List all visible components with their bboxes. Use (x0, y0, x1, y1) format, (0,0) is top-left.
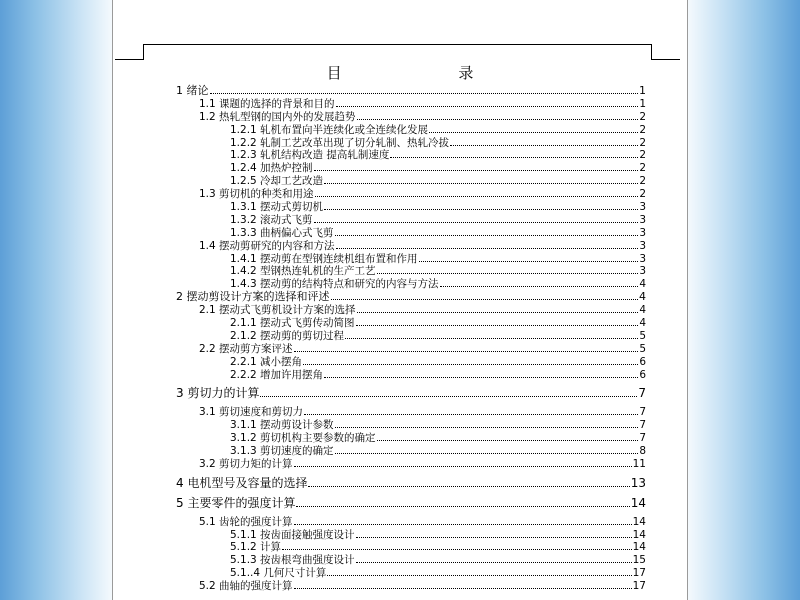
toc-entry[interactable] (176, 110, 646, 123)
toc-entry-label: 1.3.3 曲柄偏心式飞剪 (230, 226, 334, 239)
toc-page-number: 4 (639, 317, 646, 330)
toc-page-number: 14 (632, 528, 646, 541)
toc-entry[interactable] (176, 252, 646, 265)
toc-entry-label: 5.1.2 计算 (230, 541, 282, 554)
toc-entry[interactable] (176, 431, 646, 444)
toc-leader-dots (429, 123, 638, 133)
toc-page-number: 2 (639, 175, 646, 188)
toc-leader-dots (296, 497, 629, 507)
toc-page-number: 2 (639, 136, 646, 149)
toc-page-number: 2 (639, 110, 646, 123)
toc-leader-dots (294, 457, 632, 467)
toc-entry-label: 5.1.3 按齿根弯曲强度设计 (230, 554, 355, 567)
table-of-contents (176, 84, 646, 592)
toc-entry[interactable] (176, 444, 646, 457)
toc-page-number: 3 (639, 265, 646, 278)
toc-page-number: 8 (639, 445, 646, 458)
toc-entry[interactable] (176, 566, 646, 579)
toc-leader-dots (335, 418, 639, 428)
toc-page-number: 6 (639, 368, 646, 381)
toc-entry[interactable] (176, 277, 646, 290)
toc-entry-label: 2 摆动剪设计方案的选择和评述 (176, 290, 330, 304)
toc-entry-label: 1.3 剪切机的种类和用途 (199, 188, 314, 201)
toc-entry-label: 3.1.1 摆动剪设计参数 (230, 419, 334, 432)
toc-page-number: 3 (639, 226, 646, 239)
toc-page-number: 17 (632, 567, 646, 580)
toc-entry[interactable] (176, 213, 646, 226)
toc-entry[interactable] (176, 355, 646, 368)
toc-leader-dots (450, 136, 638, 146)
toc-entry-label: 3 剪切力的计算 (176, 386, 260, 401)
toc-page-number: 2 (639, 188, 646, 201)
toc-entry-label: 2.1.1 摆动式飞剪传动简图 (230, 317, 355, 330)
toc-entry[interactable] (176, 418, 646, 431)
toc-entry-label: 1.3.2 滚动式飞剪 (230, 213, 313, 226)
toc-entry-label: 5.1.1 按齿面接触强度设计 (230, 528, 355, 541)
toc-leader-dots (419, 252, 639, 262)
toc-entry-label: 1.2.1 轧机布置向半连续化或全连续化发展 (230, 123, 429, 136)
toc-entry[interactable] (176, 84, 646, 97)
toc-entry[interactable] (176, 515, 646, 528)
toc-entry[interactable] (176, 342, 646, 355)
toc-page-number: 7 (639, 406, 646, 419)
toc-entry-label: 3.1.3 剪切速度的确定 (230, 445, 334, 458)
toc-entry-label: 1.4 摆动剪研究的内容和方法 (199, 239, 335, 252)
toc-page-number: 3 (639, 239, 646, 252)
toc-leader-dots (357, 110, 639, 120)
toc-entry-label: 2.1 摆动式飞剪机设计方案的选择 (199, 304, 356, 317)
toc-page-number: 7 (639, 432, 646, 445)
toc-entry-label: 1 绪论 (176, 84, 209, 97)
toc-entry-label: 1.2.2 轧制工艺改革出现了切分轧制、热轧冷拔 (230, 136, 450, 149)
toc-page-number: 4 (639, 278, 646, 291)
toc-leader-dots (314, 213, 639, 223)
toc-page-number: 15 (632, 554, 646, 567)
toc-leader-dots (324, 368, 638, 378)
toc-entry[interactable] (176, 405, 646, 418)
toc-leader-dots (356, 528, 632, 538)
toc-page-number: 2 (639, 123, 646, 136)
toc-page-number: 14 (630, 495, 646, 510)
toc-page-number: 17 (632, 580, 646, 593)
toc-page-number: 5 (639, 329, 646, 342)
toc-entry-label: 1.2.4 加热炉控制 (230, 162, 313, 175)
page-edge-left (112, 0, 113, 600)
toc-entry-label: 3.1 剪切速度和剪切力 (199, 406, 304, 419)
toc-leader-dots (324, 174, 638, 184)
toc-entry-label: 2.1.2 摆动剪的剪切过程 (230, 329, 345, 342)
toc-entry[interactable] (176, 97, 646, 110)
toc-entry[interactable] (176, 316, 646, 329)
toc-entry[interactable] (176, 239, 646, 252)
page-edge-right (687, 0, 688, 600)
toc-page-number: 3 (639, 252, 646, 265)
toc-entry-label: 1.4.2 型钢热连轧机的生产工艺 (230, 265, 376, 278)
toc-leader-dots (331, 290, 639, 300)
toc-entry-label: 3.1.2 剪切机构主要参数的确定 (230, 432, 376, 445)
toc-entry-label: 1.2.3 轧机结构改造 提高轧制速度 (230, 149, 390, 162)
toc-page-number: 4 (639, 290, 646, 304)
toc-leader-dots (315, 187, 639, 197)
toc-entry-label: 5 主要零件的强度计算 (176, 495, 296, 510)
toc-entry[interactable] (176, 290, 646, 303)
toc-page-number: 3 (639, 201, 646, 214)
toc-leader-dots (335, 444, 639, 454)
toc-page-number: 6 (639, 355, 646, 368)
toc-entry[interactable] (176, 477, 646, 490)
toc-page-number: 5 (639, 342, 646, 355)
toc-entry-label: 5.2 曲轴的强度计算 (199, 580, 293, 593)
toc-entry[interactable] (176, 528, 646, 541)
toc-leader-dots (282, 540, 632, 550)
toc-page-number: 4 (639, 304, 646, 317)
toc-leader-dots (440, 277, 639, 287)
toc-page-number: 1 (639, 97, 646, 110)
toc-page-number: 14 (632, 515, 646, 528)
toc-entry[interactable] (176, 553, 646, 566)
toc-entry[interactable] (176, 264, 646, 277)
toc-leader-dots (345, 329, 638, 339)
toc-page-number: 2 (639, 149, 646, 162)
toc-leader-dots (327, 566, 631, 576)
left-gradient-frame (0, 0, 120, 600)
toc-entry[interactable] (176, 136, 646, 149)
toc-leader-dots (390, 148, 638, 158)
toc-entry[interactable] (176, 497, 646, 510)
toc-entry[interactable] (176, 329, 646, 342)
toc-entry[interactable] (176, 200, 646, 213)
toc-entry[interactable] (176, 540, 646, 553)
toc-entry[interactable] (176, 387, 646, 400)
toc-leader-dots (294, 342, 639, 352)
toc-entry-label: 5.1 齿轮的强度计算 (199, 515, 293, 528)
toc-entry[interactable] (176, 174, 646, 187)
toc-entry-label: 2.2.1 减小摆角 (230, 355, 303, 368)
toc-leader-dots (377, 431, 639, 441)
toc-leader-dots (294, 579, 632, 589)
toc-leader-dots (356, 316, 639, 326)
toc-page-number: 3 (639, 213, 646, 226)
toc-page-number: 7 (639, 419, 646, 432)
toc-entry-label: 1.4.3 摆动剪的结构特点和研究的内容与方法 (230, 278, 439, 291)
toc-page-number: 1 (639, 84, 646, 97)
toc-leader-dots (377, 264, 639, 274)
header-bracket-line (143, 44, 652, 60)
toc-leader-dots (335, 226, 639, 236)
toc-leader-dots (336, 239, 639, 249)
toc-entry[interactable] (176, 161, 646, 174)
toc-page-number: 14 (632, 541, 646, 554)
toc-leader-dots (308, 477, 629, 487)
toc-leader-dots (210, 84, 639, 94)
toc-entry[interactable] (176, 123, 646, 136)
right-gradient-frame (680, 0, 800, 600)
toc-leader-dots (303, 355, 638, 365)
toc-entry-label: 2.2.2 增加许用摆角 (230, 368, 324, 381)
toc-entry-label: 5.1..4 几何尺寸计算 (230, 567, 327, 580)
toc-entry[interactable] (176, 226, 646, 239)
toc-leader-dots (357, 303, 639, 313)
toc-entry[interactable] (176, 303, 646, 316)
toc-leader-dots (294, 515, 632, 525)
toc-entry[interactable] (176, 368, 646, 381)
toc-entry-label: 1.2 热轧型钢的国内外的发展趋势 (199, 110, 356, 123)
toc-leader-dots (304, 405, 638, 415)
page-title: 目 录 (326, 64, 530, 82)
toc-page-number: 2 (639, 162, 646, 175)
toc-entry-label: 3.2 剪切力矩的计算 (199, 457, 293, 470)
toc-entry-label: 1.1 课题的选择的背景和目的 (199, 97, 335, 110)
toc-entry[interactable] (176, 579, 646, 592)
toc-page-number: 11 (632, 457, 646, 470)
toc-entry-label: 2.2 摆动剪方案评述 (199, 342, 293, 355)
toc-leader-dots (314, 161, 639, 171)
toc-leader-dots (324, 200, 638, 210)
toc-leader-dots (356, 553, 632, 563)
toc-leader-dots (336, 97, 639, 107)
toc-leader-dots (260, 387, 637, 397)
toc-entry[interactable] (176, 187, 646, 200)
toc-page-number: 7 (638, 386, 646, 401)
toc-entry-label: 4 电机型号及容量的选择 (176, 475, 308, 490)
toc-entry-label: 1.4.1 摆动剪在型钢连续机组布置和作用 (230, 252, 418, 265)
toc-entry[interactable] (176, 457, 646, 470)
toc-page-number: 13 (630, 475, 646, 490)
toc-entry-label: 1.3.1 摆动式剪切机 (230, 201, 324, 214)
toc-entry-label: 1.2.5 冷却工艺改造 (230, 175, 324, 188)
toc-entry[interactable] (176, 148, 646, 161)
